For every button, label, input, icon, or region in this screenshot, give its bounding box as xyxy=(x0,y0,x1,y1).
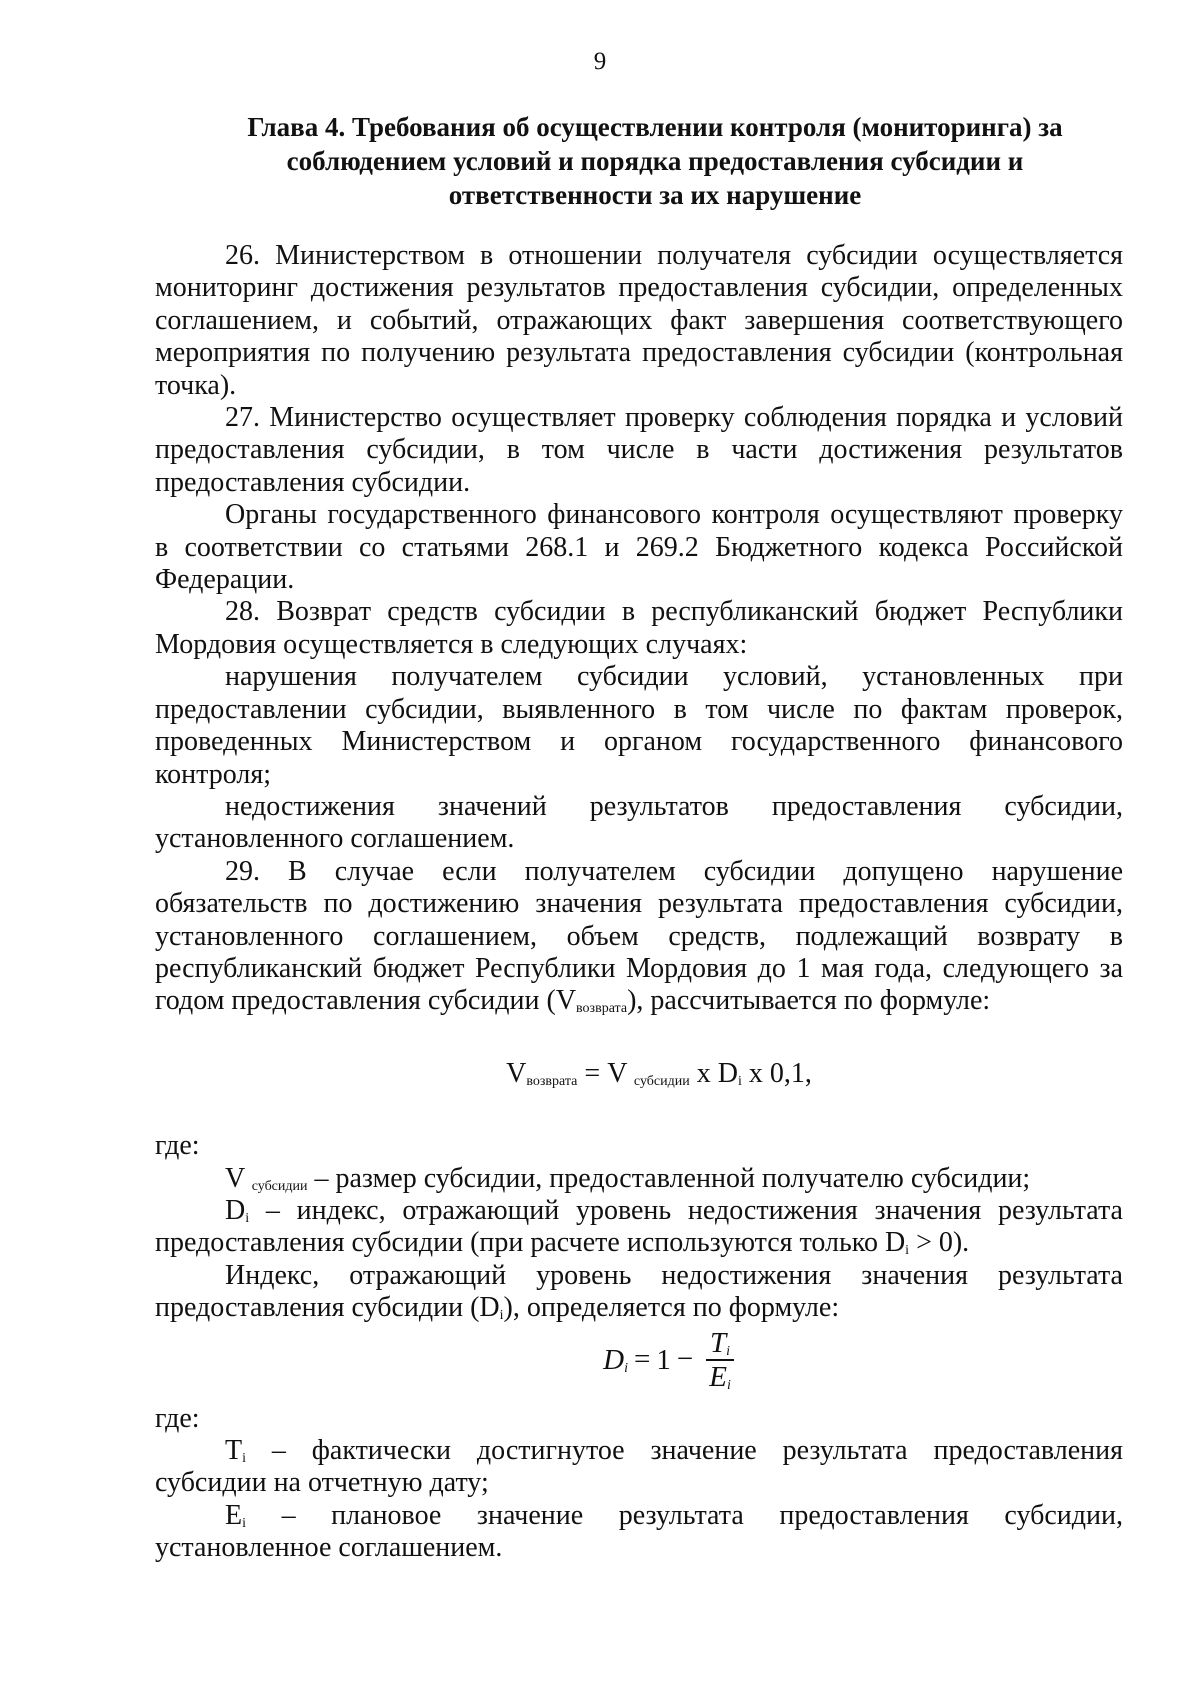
definition-e xyxy=(155,1500,1123,1565)
chapter-title-line: Глава 4. Требования об осуществлении контроля (мониторинга) за xyxy=(247,112,1063,142)
definition-text: – размер субсидии, предоставленной получателю субсидии; xyxy=(307,1162,1031,1194)
formula-symbol: V xyxy=(506,1057,527,1089)
fraction-numerator xyxy=(706,1327,734,1361)
index-intro xyxy=(155,1260,1123,1325)
subscript: i xyxy=(726,1343,731,1359)
subscript: i xyxy=(242,1515,246,1531)
definition-t xyxy=(155,1435,1123,1500)
index-intro-tail: ), определяется по формуле: xyxy=(503,1292,840,1324)
formula-symbol: E xyxy=(709,1360,727,1393)
subscript: i xyxy=(726,1377,731,1393)
definition-text: – индекс, отражающий уровень недостижения значения результата предоставления субсидии (при расчете используются только D xyxy=(155,1194,1123,1259)
definition-symbol: T xyxy=(225,1435,243,1466)
paragraph-28-case-violation: нарушения получателем субсидии условий, установленных при предоставлении субсидии, выявленного в том числе по фактам проверок, проведенных Министерством и органом государственного финансового контроля; xyxy=(155,661,1123,790)
subscript: i xyxy=(242,1451,246,1466)
where-label: где: xyxy=(155,1130,200,1162)
paragraph-26: 26. Министерством в отношении получателя субсидии осуществляется мониторинг достижения результатов предоставления субсидии, определенных соглашением, и событий, отражающих факт завершения соответствующего мероприятия по получению результата предоставления субсидии (контрольная точка). xyxy=(155,240,1123,401)
paragraph-28: 28. Возврат средств субсидии в республиканский бюджет Республики Мордовия осуществляется в следующих случаях: xyxy=(155,596,1123,660)
chapter-title xyxy=(220,110,1090,212)
subscript: i xyxy=(499,1308,504,1324)
paragraph-29 xyxy=(155,856,1123,1018)
return-volume-formula xyxy=(155,1058,1123,1090)
index-formula xyxy=(155,1327,1123,1393)
fraction xyxy=(705,1327,735,1393)
definition-tail: > 0). xyxy=(909,1227,970,1259)
definition-symbol: V xyxy=(225,1162,252,1194)
paragraph-29-tail: ), рассчитывается по формуле: xyxy=(627,985,991,1017)
formula-symbol: D xyxy=(603,1343,625,1376)
formula-expression xyxy=(466,1058,812,1090)
paragraph-28-case-nonachievement: недостижения значений результатов предоставления субсидии, установленного соглашением. xyxy=(155,790,1123,855)
subscript: субсидии xyxy=(633,1073,690,1089)
chapter-title-line: ответственности за их нарушение xyxy=(448,180,862,210)
subscript: i xyxy=(624,1360,628,1376)
equals-sign: = xyxy=(634,1343,651,1376)
where-label: где: xyxy=(155,1402,200,1434)
formula-symbol: T xyxy=(710,1326,727,1359)
subscript: i xyxy=(245,1210,250,1226)
definition-symbol: D xyxy=(225,1194,246,1226)
subscript: i xyxy=(737,1073,742,1089)
paragraph-27-control-bodies: Органы государственного финансового контроля осуществляют проверку в соответствии со статьями 268.1 и 269.2 Бюджетного кодекса Российской Федерации. xyxy=(155,499,1123,596)
subscript: субсидии xyxy=(251,1178,308,1194)
subscript: i xyxy=(905,1243,910,1259)
formula-one: 1 xyxy=(656,1343,671,1376)
fraction-denominator xyxy=(705,1361,735,1393)
page-number: 9 xyxy=(593,48,607,75)
chapter-title-line: соблюдением условий и порядка предоставления субсидии и xyxy=(286,146,1024,176)
formula-text: x D xyxy=(689,1057,738,1089)
formula-lhs xyxy=(603,1344,628,1376)
subscript: возврата xyxy=(576,1001,628,1017)
minus-sign: − xyxy=(676,1343,694,1376)
subscript: возврата xyxy=(526,1073,578,1089)
definition-text: – плановое значение результата предоставления субсидии, установленное соглашением. xyxy=(155,1499,1123,1564)
definition-symbol: E xyxy=(225,1499,243,1531)
definition-text: – фактически достигнутое значение результата предоставления субсидии на отчетную дату; xyxy=(155,1435,1123,1499)
body-text xyxy=(155,240,1123,1565)
paragraph-27: 27. Министерство осуществляет проверку соблюдения порядка и условий предоставления субсидии, в том числе в части достижения результатов предоставления субсидии. xyxy=(155,402,1123,498)
formula-text: x 0,1, xyxy=(741,1057,812,1089)
definition-d-index xyxy=(155,1195,1123,1260)
definition-v-subsidy xyxy=(155,1163,1123,1195)
formula-text: = V xyxy=(577,1057,634,1089)
paragraph-29-text: 29. В случае если получателем субсидии допущено нарушение обязательств по достижению значения результата предоставления субсидии, установленного соглашением, объем средств, подлежащий возврату в республиканский бюджет Республики Мордовия до 1 мая года, следующего за годом предоставления субсидии (V xyxy=(155,855,1123,1017)
index-intro-text: Индекс, отражающий уровень недостижения значения результата предоставления субсидии (D xyxy=(155,1259,1123,1324)
